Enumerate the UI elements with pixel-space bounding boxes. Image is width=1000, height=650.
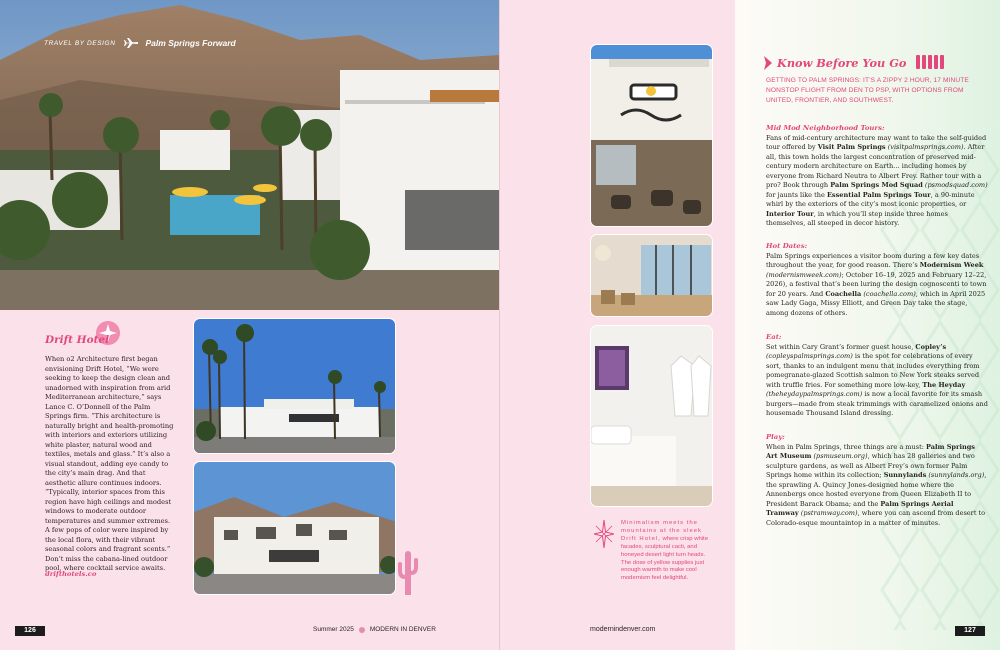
drift-hotel-title: Drift Hotel [45,334,110,346]
page-gutter [499,0,500,650]
attraction-name: Palm Springs Aerial Tramway [766,499,954,518]
page-number-right: 127 [955,626,985,636]
drift-hotel-body: When o2 Architecture first began envisioning Drift Hotel, “We were seeking to keep the design clean and unadorned with inspiration from arid Mediterranean architecture,” says Lance C. O’Donnell of the Palm Springs firm. “This architecture is naturally bright and health-promoting with interiors and exteriors utilizing white plaster, natural wood and textiles, metals and glass.” It’s also a visual standout, adding eye candy to the city’s main drag. And that aesthetic allure continues indoors. “Typically, interior spaces from this region have high ceilings and modest windows to moderate outdoor temperatures and summer extremes. A few pops of color were inspired by the local flora, with their vibrant seasonal colors and fragrant scents.” Don’t miss the cabana-lined outdoor pool, where cocktail service awaits. [45,355,174,573]
footer-issue [313,626,436,633]
kicker-section: TRAVEL BY DESIGN [44,39,116,47]
text: ; October 16–19, 2025 and February 12–22, 2026), a festival that’s been luring the design cognoscenti to town for 20 years. And [766,270,987,298]
attraction-url[interactable]: (psmuseum.org) [811,452,868,461]
section-heading: Play: [766,433,785,441]
section-mid-mod-tours [766,124,988,229]
kicker [44,38,236,48]
issue-date: Summer 2025 [313,626,354,633]
text: , which in April 2025 saw Lady Gaga, Missy Elliott, and Green Day take the stage, among dozens of others. [766,289,986,317]
photo-restaurant-interior [590,234,713,317]
text: is the spot for celebrations of every sort, thanks to an indulgent menu that includes everything from pomegranate-glazed Scottish salmon to New York steaks served with truffle fries. For something more low-key, [766,352,980,389]
text: is now a local favorite for its smash burgers—made from steak trimmings with caramelized onions and housemade Thousand Island dressing. [766,390,988,418]
sparkle-outline-icon [594,520,614,548]
know-before-you-go-title: Know Before You Go [777,56,907,70]
text: , which has 28 galleries and two sculpture gardens, as well as Albert Frey’s own former Palm Springs home within its collection; [766,452,975,480]
kicker-title: Palm Springs Forward [145,38,236,48]
event-url[interactable]: (coachella.com) [861,289,916,298]
caption-rest: where crisp white facades, sculptural cacti, and honeyed desert light turn heads. The dose of yellow supplies just enough warmth to make cool modernism feel delightful. [621,535,708,582]
venue-url[interactable]: (visitpalmsprings.com) [885,143,964,152]
tour-name: Interior Tour [766,209,814,218]
dot-icon [359,627,365,633]
footer-website[interactable]: modernindenver.com [590,626,656,633]
caption-lead: Minimalism meets the mountains at the sleek Drift Hotel, [621,520,702,542]
tour-name: Essential Palm Springs Tour [826,190,931,199]
text: , where you can ascend from desert to Colorado-esque mountaintop in a matter of minutes. [766,509,986,527]
text: Palm Springs experiences a visitor boom during a few key dates throughout the year, for good reason. There’s [766,251,980,270]
restaurant-name: The Heyday [922,380,966,389]
text: for jaunts like the [766,190,827,199]
section-play [766,433,988,528]
photo-caption [621,520,713,583]
venue-name: Visit Palm Springs [817,143,886,152]
section-eat [766,333,988,419]
restaurant-url[interactable]: (copleyspalmsprings.com) [766,352,853,361]
text: When in Palm Springs, three things are a must: [766,442,927,451]
attraction-url[interactable]: (sunnylands.org) [926,471,985,480]
event-name: Modernism Week [919,261,984,270]
venue-name: Palm Springs Mod Squad [830,181,923,190]
section-heading: Mid Mod Neighborhood Tours: [766,124,885,132]
restaurant-name: Copley’s [915,342,947,351]
attraction-url[interactable]: (pstramway.com) [798,509,858,518]
venue-url[interactable]: (psmodsquad.com) [922,181,988,190]
photo-lobby-sign [590,44,713,227]
restaurant-url[interactable]: (theheydaypalmsprings.com) [766,390,863,399]
photo-drift-exterior-palms [193,318,396,454]
page-number-left: 126 [15,626,45,636]
section-heading: Hot Dates: [766,242,808,250]
text: , a 90-minute whirl by the exteriors of the city’s most iconic properties, or [766,190,975,209]
chevron-right-icon [764,56,772,70]
section-heading: Eat: [766,333,782,341]
photo-drift-facade-mountains [193,461,396,595]
event-name: Coachella [825,289,862,298]
cactus-icon [396,549,420,595]
text: , in which you’ll step inside three homes themselves, all steeped in decor history. [766,209,948,228]
attraction-name: Sunnylands [883,471,927,480]
text: Set within Cary Grant’s former guest house, [766,342,916,351]
drift-hotel-link[interactable]: drifthotels.co [45,570,97,578]
magazine-name: MODERN IN DENVER [369,626,436,633]
event-url[interactable]: (modernismweek.com) [766,270,842,279]
text: , the sprawling A. Quincy Jones-designed home where the Annenbergs once hosted everyone from Queen Elizabeth II to President Barack Obama; and the [766,471,987,508]
photo-guest-room [590,325,713,507]
text: Fans of mid-century architecture may want to take the self-guided tour offered by [766,133,987,152]
decorative-bars [916,55,944,69]
section-hot-dates [766,242,988,318]
text: . After all, this town holds the largest concentration of preserved mid-century modern architecture on Earth… including homes by everyone from Richard Neutra to Albert Frey. Rather tour with a pro? Book through [766,143,985,190]
getting-there-intro: GETTING TO PALM SPRINGS: IT’S A ZIPPY 2 HOUR, 17 MINUTE NONSTOP FLIGHT FROM DEN TO PSP, WITH OPTIONS FROM UNITED, FRONTIER, AND SOUTHWEST. [766,77,969,105]
attraction-name: Palm Springs Art Museum [766,442,975,461]
airplane-icon [124,38,138,48]
